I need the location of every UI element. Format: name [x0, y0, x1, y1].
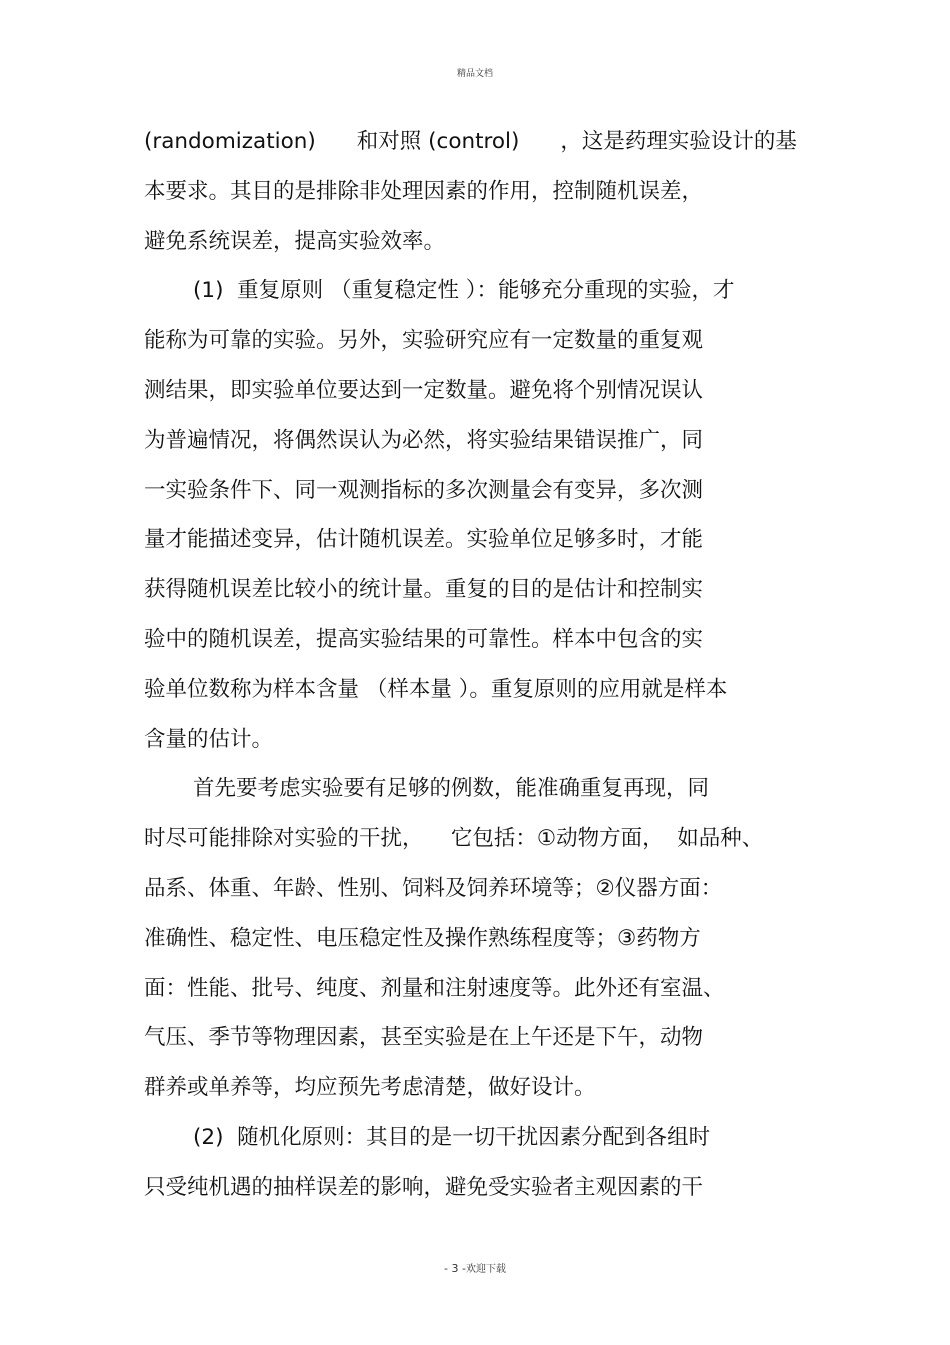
text-line: 只受纯机遇的抽样误差的影响，避免受实验者主观因素的干	[144, 1175, 704, 1200]
paragraph-start-line: (2) 随机化原则：其目的是一切干扰因素分配到各组时	[193, 1125, 711, 1150]
text-line: 准确性、稳定性、电压稳定性及操作熟练程度等；③药物方	[144, 926, 701, 951]
text-line: 能称为可靠的实验。另外，实验研究应有一定数量的重复观	[144, 328, 704, 353]
text-line: 时尽可能排除对实验的干扰， 它包括：①动物方面， 如品种、	[144, 826, 764, 851]
text-line: 量才能描述变异，估计随机误差。实验单位足够多时，才能	[144, 527, 704, 552]
text-line: 含量的估计。	[144, 727, 274, 752]
text-line: 面：性能、批号、纯度、剂量和注射速度等。此外还有室温、	[144, 976, 725, 1001]
text-line: (randomization) 和对照 (control) ，这是药理实验设计的基	[144, 129, 797, 154]
text-line: 验中的随机误差，提高实验结果的可靠性。样本中包含的实	[144, 627, 704, 652]
text-line: 气压、季节等物理因素，甚至实验是在上午还是下午，动物	[144, 1025, 704, 1050]
text-line: 验单位数称为样本含量 （样本量 ）。重复原则的应用就是样本	[144, 677, 728, 702]
page-footer	[0, 1260, 950, 1275]
text-line: 一实验条件下、同一观测指标的多次测量会有变异，多次测	[144, 478, 704, 503]
text-line: 避免系统误差，提高实验效率。	[144, 229, 446, 254]
page-number: - 3 -	[444, 1262, 466, 1275]
footer-label: 欢迎下载	[465, 1264, 506, 1275]
text-line: 品系、体重、年龄、性别、饲料及饲养环境等；②仪器方面：	[144, 876, 723, 901]
text-line: 获得随机误差比较小的统计量。重复的目的是估计和控制实	[144, 577, 704, 602]
text-line: 本要求。其目的是排除非处理因素的作用，控制随机误差，	[144, 179, 704, 204]
paragraph-start-line: (1) 重复原则 （重复稳定性 ）：能够充分重现的实验，才	[193, 278, 735, 303]
text-line: 为普遍情况，将偶然误认为必然，将实验结果错误推广，同	[144, 428, 704, 453]
text-line: 群养或单养等，均应预先考虑清楚，做好设计。	[144, 1075, 596, 1100]
text-line: 测结果，即实验单位要达到一定数量。避免将个别情况误认	[144, 378, 704, 403]
paragraph-start-line: 首先要考虑实验要有足够的例数，能准确重复再现，同	[193, 776, 710, 801]
page-header: 精品文档	[456, 69, 493, 79]
